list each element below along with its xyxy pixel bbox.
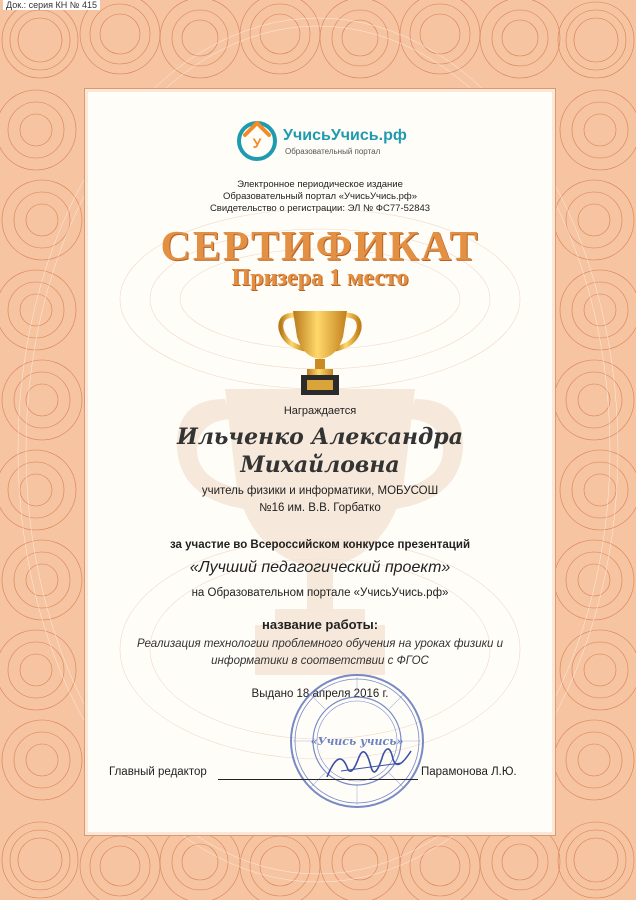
publication-line: Образовательный портал «УчисьУчись.рф» <box>222 191 418 202</box>
work-label: название работы: <box>261 617 379 632</box>
signature-line <box>218 779 418 780</box>
trophy-icon <box>277 307 363 399</box>
publication-line: Электронное периодическое издание <box>237 179 403 190</box>
svg-text:У: У <box>252 135 262 151</box>
work-title <box>105 636 535 670</box>
recipient-position <box>155 483 485 517</box>
position-line: учитель физики и информатики, МОБУСОШ <box>201 485 439 497</box>
publication-info <box>85 179 555 215</box>
position-line: №16 им. В.В. Горбатко <box>259 502 381 514</box>
editor-label: Главный редактор <box>109 766 207 778</box>
certificate-body <box>84 88 556 836</box>
portal-line: на Образовательном портале «УчисьУчись.рф» <box>191 587 449 599</box>
publication-line: Свидетельство о регистрации: ЭЛ № ФС77-52843 <box>209 203 431 214</box>
work-title-line: информатики в соответствии с ФГОС <box>211 655 429 667</box>
logo-tagline: Образовательный портал <box>285 147 381 156</box>
contest-description: за участие во Всероссийском конкурсе презентаций <box>169 539 471 551</box>
recipient-name <box>85 423 555 479</box>
document-number: Док.: серия КН № 415 <box>3 0 100 10</box>
editor-name: Парамонова Л.Ю. <box>421 766 517 778</box>
portal-logo <box>235 117 435 163</box>
project-name: «Лучший педагогический проект» <box>189 559 451 576</box>
logo-house-icon <box>235 117 279 163</box>
recipient-name-line: Ильченко Александра <box>177 424 463 450</box>
work-title-line: Реализация технологии проблемного обучения на уроках физики и <box>136 638 504 650</box>
issue-date: Выдано 18 апреля 2016 г. <box>251 688 389 700</box>
logo-name: УчисьУчись.рф <box>283 127 407 144</box>
certificate-title: СЕРТИФИКАТ <box>160 224 480 270</box>
awarded-label: Награждается <box>283 405 357 417</box>
stamp-text: «Учись учись» <box>310 735 404 748</box>
recipient-name-line: Михайловна <box>240 452 400 478</box>
certificate-subtitle: Призера 1 место <box>231 265 409 291</box>
